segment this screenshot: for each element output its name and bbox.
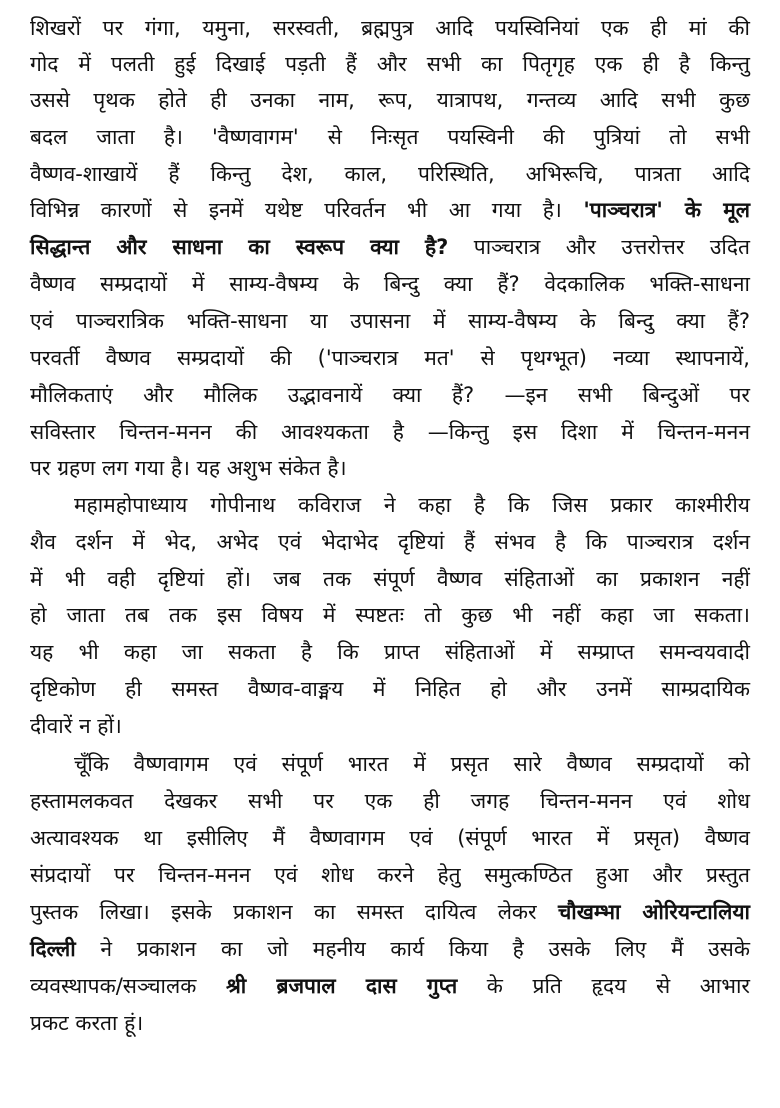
bold-text-segment: श्री ब्रजपाल दास गुप्त bbox=[225, 974, 458, 998]
text-segment: परवर्ती वैष्णव सम्प्रदायों की ('पाञ्चरात्र मत' से पृथग्भूत) नव्या स्थापनायें, bbox=[30, 346, 750, 370]
text-segment: विभिन्न कारणों से इनमें यथेष्ट परिवर्तन भी आ गया है। bbox=[30, 198, 584, 222]
text-segment: पाञ्चरात्र और उत्तरोत्तर उदित bbox=[448, 235, 750, 259]
text-segment: एवं पाञ्चरात्रिक भक्ति-साधना या उपासना में साम्य-वैषम्य के बिन्दु क्या हैं? bbox=[30, 309, 750, 333]
text-segment: चूँकि वैष्णवागम एवं संपूर्ण भारत में प्रसृत सारे वैष्णव सम्प्रदायों को bbox=[74, 752, 750, 776]
text-segment: में भी वही दृष्टियां हों। जब तक संपूर्ण वैष्णव संहिताओं का प्रकाशन नहीं bbox=[30, 567, 750, 591]
text-line bbox=[30, 708, 750, 744]
text-line bbox=[30, 10, 750, 46]
text-line bbox=[30, 820, 750, 856]
text-segment: संप्रदायों पर चिन्तन-मनन एवं शोध करने हेतु समुत्कण्ठित हुआ और प्रस्तुत bbox=[30, 863, 750, 887]
bold-text-segment: 'पाञ्चरात्र' के मूल bbox=[583, 198, 751, 222]
bold-text-segment: दिल्ली bbox=[30, 937, 76, 961]
text-line bbox=[30, 931, 750, 967]
text-line bbox=[30, 377, 750, 413]
text-segment: व्यवस्थापक/सञ्चालक bbox=[30, 974, 226, 998]
text-line bbox=[30, 561, 750, 597]
text-line bbox=[30, 46, 750, 82]
text-line bbox=[30, 340, 750, 376]
text-segment: गोद में पलती हुई दिखाई पड़ती हैं और सभी का पितृगृह एक ही है किन्तु bbox=[30, 52, 750, 76]
text-segment: प्रकट करता हूं। bbox=[30, 1011, 144, 1035]
text-segment: ने प्रकाशन का जो महनीय कार्य किया है उसके लिए मैं उसके bbox=[75, 937, 750, 961]
text-segment: शैव दर्शन में भेद, अभेद एवं भेदाभेद दृष्टियां हैं संभव है कि पाञ्चरात्र दर्शन bbox=[30, 530, 750, 554]
text-line bbox=[30, 82, 750, 118]
bold-text-segment: सिद्धान्त और साधना का स्वरूप क्या है? bbox=[30, 235, 449, 259]
text-line bbox=[30, 303, 750, 339]
text-segment: वैष्णव सम्प्रदायों में साम्य-वैषम्य के बिन्दु क्या हैं? वेदकालिक भक्ति-साधना bbox=[30, 272, 750, 296]
text-segment: दीवारें न हों। bbox=[30, 714, 122, 738]
text-segment: मौलिकताएं और मौलिक उद्भावनायें क्या हैं? —इन सभी बिन्दुओं पर bbox=[30, 383, 750, 407]
text-segment: महामहोपाध्याय गोपीनाथ कविराज ने कहा है कि जिस प्रकार काश्मीरीय bbox=[74, 493, 750, 517]
text-segment: सविस्तार चिन्तन-मनन की आवश्यकता है —किन्तु इस दिशा में चिन्तन-मनन bbox=[30, 420, 750, 444]
text-segment: यह भी कहा जा सकता है कि प्राप्त संहिताओं में सम्प्राप्त समन्वयवादी bbox=[30, 640, 750, 664]
text-line bbox=[30, 524, 750, 560]
text-line bbox=[30, 783, 750, 819]
text-segment: हो जाता तब तक इस विषय में स्पष्टतः तो कुछ भी नहीं कहा जा सकता। bbox=[30, 603, 750, 627]
text-line bbox=[30, 119, 750, 155]
text-line bbox=[30, 156, 750, 192]
text-segment: बदल जाता है। 'वैष्णवागम' से निःसृत पयस्विनी की पुत्रियां तो सभी bbox=[30, 125, 750, 149]
paragraph-first-line bbox=[74, 487, 750, 523]
text-line bbox=[30, 634, 750, 670]
text-line bbox=[30, 266, 750, 302]
text-line bbox=[30, 894, 750, 930]
text-segment: हस्तामलकवत देखकर सभी पर एक ही जगह चिन्तन-मनन एवं शोध bbox=[30, 789, 750, 813]
text-line bbox=[30, 597, 750, 633]
text-segment: के प्रति हृदय से आभार bbox=[457, 974, 750, 998]
text-segment: दृष्टिकोण ही समस्त वैष्णव-वाङ्मय में निहित हो और उनमें साम्प्रदायिक bbox=[30, 677, 750, 701]
text-segment: पर ग्रहण लग गया है। यह अशुभ संकेत है। bbox=[30, 456, 347, 480]
text-segment: शिखरों पर गंगा, यमुना, सरस्वती, ब्रह्मपुत्र आदि पयस्विनियां एक ही मां की bbox=[30, 16, 750, 40]
paragraph-first-line bbox=[74, 746, 750, 782]
text-line bbox=[30, 1005, 750, 1041]
text-segment: अत्यावश्यक था इसीलिए मैं वैष्णवागम एवं (संपूर्ण भारत में प्रसृत) वैष्णव bbox=[30, 826, 750, 850]
text-line bbox=[30, 229, 750, 265]
bold-text-segment: चौखम्भा ओरियन्टालिया bbox=[557, 900, 750, 924]
text-line bbox=[30, 857, 750, 893]
text-segment: पुस्तक लिखा। इसके प्रकाशन का समस्त दायित्व लेकर bbox=[30, 900, 558, 924]
text-line bbox=[30, 414, 750, 450]
text-line bbox=[30, 192, 750, 228]
text-line bbox=[30, 968, 750, 1004]
text-segment: वैष्णव-शाखायें हैं किन्तु देश, काल, परिस्थिति, अभिरूचि, पात्रता आदि bbox=[30, 162, 750, 186]
text-line bbox=[30, 671, 750, 707]
text-line bbox=[30, 450, 750, 486]
text-segment: उससे पृथक होते ही उनका नाम, रूप, यात्रापथ, गन्तव्य आदि सभी कुछ bbox=[30, 88, 750, 112]
